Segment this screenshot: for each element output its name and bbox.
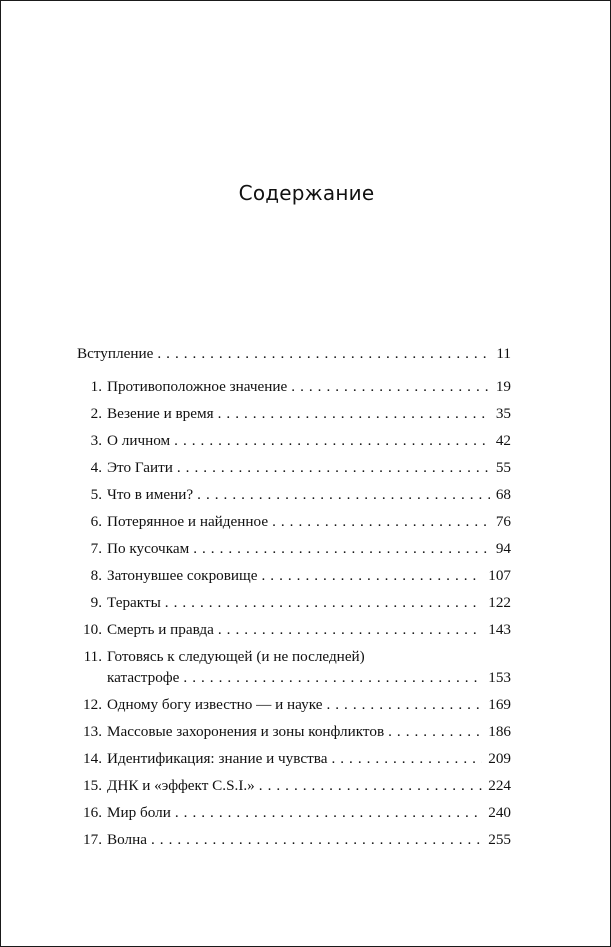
toc-entry-continuation xyxy=(107,669,511,689)
toc-entry xyxy=(77,540,511,560)
toc-entry-page: 35 xyxy=(495,405,511,422)
toc-entry-page: 94 xyxy=(495,540,511,557)
toc-entry xyxy=(77,723,511,743)
dot-leader xyxy=(218,405,490,423)
toc-entry xyxy=(77,804,511,824)
toc-entry xyxy=(77,405,511,425)
toc-entry-page: 143 xyxy=(488,621,511,638)
toc-entry-number: 2. xyxy=(90,405,102,422)
toc-entry xyxy=(77,486,511,506)
toc-entry-label-continued: катастрофе xyxy=(107,669,180,686)
toc-entry-number: 6. xyxy=(90,513,102,530)
toc-entry xyxy=(77,696,511,716)
dot-leader xyxy=(388,723,482,741)
toc-entry-page: 107 xyxy=(488,567,511,584)
dot-leader xyxy=(326,696,482,714)
toc-entry-label: По кусочкам xyxy=(107,540,190,557)
dot-leader xyxy=(177,459,490,477)
toc-entry-page: 19 xyxy=(495,378,511,395)
toc-entry-label: Вступление xyxy=(77,345,154,362)
dot-leader xyxy=(183,669,482,687)
toc-entry-page: 76 xyxy=(495,513,511,530)
toc-entry-label: Везение и время xyxy=(107,405,214,422)
dot-leader xyxy=(175,804,482,822)
toc-entry xyxy=(77,621,511,641)
toc-entry-label: Одному богу известно — и науке xyxy=(107,696,323,713)
toc-entry xyxy=(77,594,511,614)
toc-entry-label: Мир боли xyxy=(107,804,171,821)
toc-entry-label: Массовые захоронения и зоны конфликтов xyxy=(107,723,385,740)
toc-entry-label: Готовясь к следующей (и не последней) xyxy=(107,648,365,665)
toc-entry-label: Потерянное и найденное xyxy=(107,513,269,530)
toc-entry-number: 11. xyxy=(83,648,102,665)
toc-entry-label: Затонувшее сокровище xyxy=(107,567,258,584)
toc-entry-page: 169 xyxy=(488,696,511,713)
toc-entry-multiline xyxy=(77,648,511,668)
dot-leader xyxy=(272,513,490,531)
dot-leader xyxy=(291,378,490,396)
toc-entry xyxy=(77,567,511,587)
toc-entry-number: 3. xyxy=(90,432,102,449)
toc-entry-page: 11 xyxy=(496,345,511,362)
toc-entry-label: Волна xyxy=(107,831,147,848)
toc-entry-page: 122 xyxy=(488,594,511,611)
dot-leader xyxy=(259,777,482,795)
dot-leader xyxy=(151,831,482,849)
toc-entry-number: 12. xyxy=(83,696,102,713)
toc-entry-number: 9. xyxy=(90,594,102,611)
toc-entry-label: Идентификация: знание и чувства xyxy=(107,750,328,767)
toc-entry-number: 8. xyxy=(90,567,102,584)
toc-entry xyxy=(77,831,511,851)
toc-entry-label: Это Гаити xyxy=(107,459,173,476)
toc-entry-page: 255 xyxy=(488,831,511,848)
toc-entry-page: 68 xyxy=(495,486,511,503)
dot-leader xyxy=(262,567,483,585)
page-title: Содержание xyxy=(238,181,375,205)
toc-entry xyxy=(77,513,511,533)
toc-entry-number: 7. xyxy=(90,540,102,557)
toc-entry-label: Что в имени? xyxy=(107,486,194,503)
toc-entry-page: 55 xyxy=(495,459,511,476)
toc-entry-page: 224 xyxy=(488,777,511,794)
toc-entry-page: 42 xyxy=(495,432,511,449)
toc-entry-number: 17. xyxy=(83,831,102,848)
dot-leader xyxy=(193,540,490,558)
toc-entry-page: 153 xyxy=(488,669,511,686)
toc-entry-label: Противоположное значение xyxy=(107,378,288,395)
toc-entry xyxy=(77,777,511,797)
dot-leader xyxy=(218,621,482,639)
toc-entry-number: 10. xyxy=(83,621,102,638)
dot-leader xyxy=(165,594,482,612)
dot-leader xyxy=(331,750,482,768)
toc-entry-number: 16. xyxy=(83,804,102,821)
toc-entry-number: 5. xyxy=(90,486,102,503)
dot-leader xyxy=(197,486,490,504)
toc-entry-intro xyxy=(77,345,511,365)
toc-entry xyxy=(77,378,511,398)
toc-entry-page: 186 xyxy=(488,723,511,740)
dot-leader xyxy=(174,432,490,450)
toc-entry-label: ДНК и «эффект C.S.I.» xyxy=(107,777,255,794)
toc-entry-number: 13. xyxy=(83,723,102,740)
toc-entry-page: 209 xyxy=(488,750,511,767)
toc-entry-page: 240 xyxy=(488,804,511,821)
toc-entry xyxy=(77,432,511,452)
toc-entry-label: Теракты xyxy=(107,594,161,611)
toc-entry-number: 1. xyxy=(90,378,102,395)
toc-entry-number: 15. xyxy=(83,777,102,794)
toc-entry xyxy=(77,459,511,479)
dot-leader xyxy=(157,345,490,363)
toc-entry-number: 4. xyxy=(90,459,102,476)
toc-entry xyxy=(77,750,511,770)
toc-entry-number: 14. xyxy=(83,750,102,767)
toc-entry-label: О личном xyxy=(107,432,171,449)
toc-entry-label: Смерть и правда xyxy=(107,621,214,638)
